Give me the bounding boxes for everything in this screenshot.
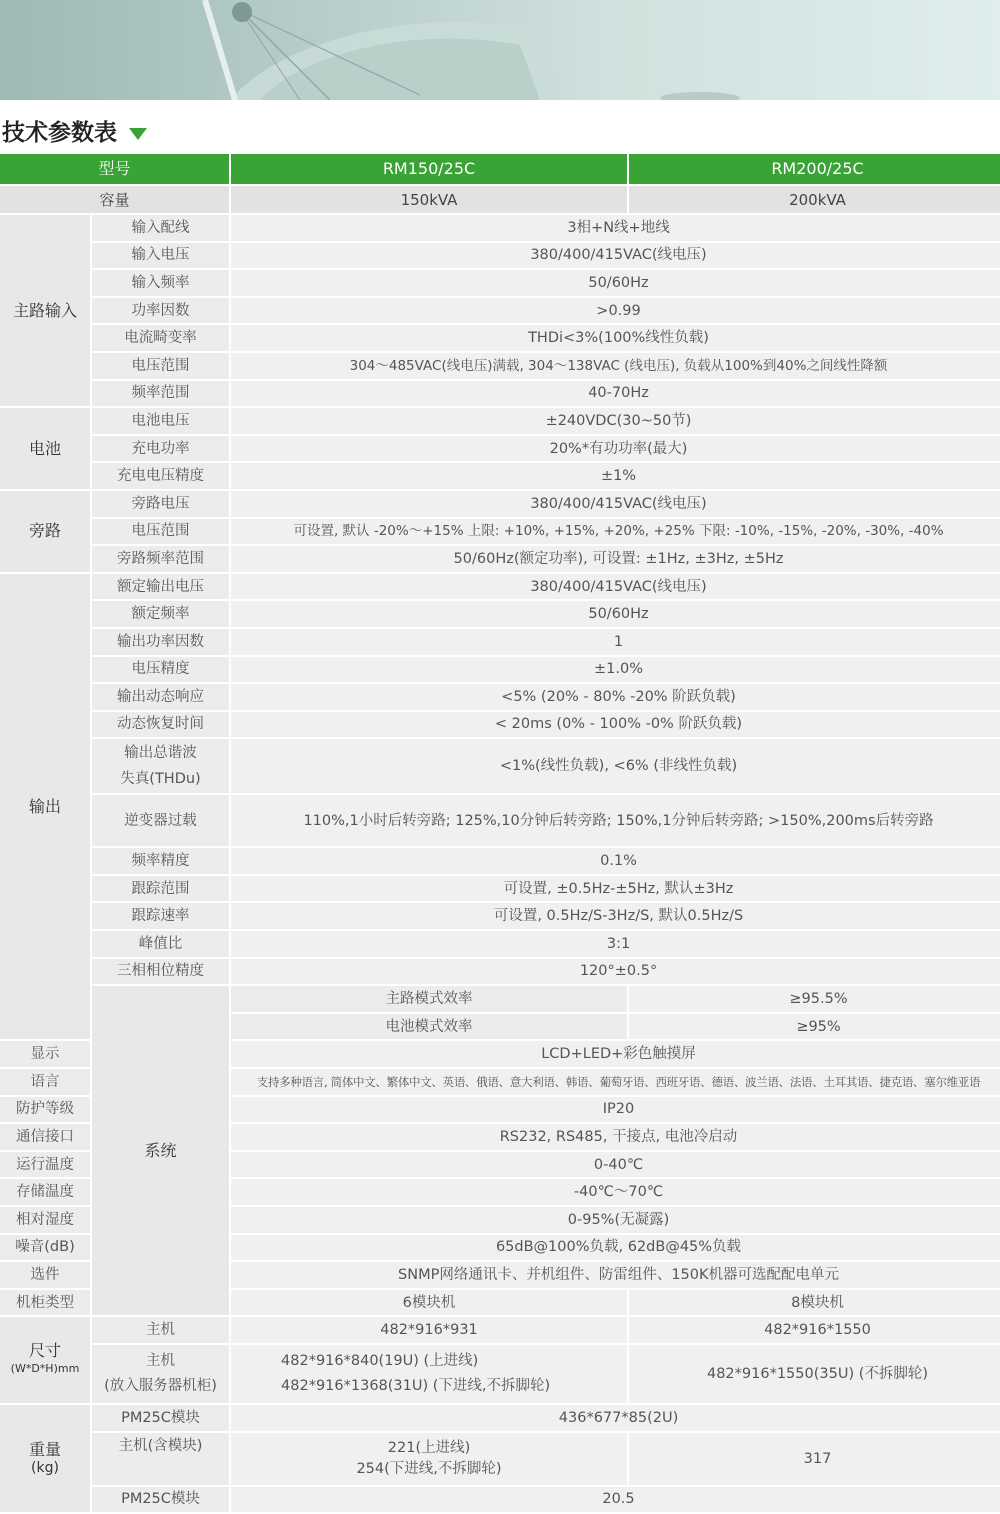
table-row bbox=[0, 519, 1000, 545]
capacity-model-2: 200kVA bbox=[629, 186, 1000, 213]
row-label: 选件 bbox=[0, 1262, 90, 1288]
row-value: 可设置, ±0.5Hz-±5Hz, 默认±3Hz bbox=[231, 876, 1000, 902]
row-label: 旁路电压 bbox=[92, 491, 229, 517]
row-value: 50/60Hz(额定功率), 可设置: ±1Hz, ±3Hz, ±5Hz bbox=[231, 546, 1000, 572]
table-row bbox=[0, 876, 1000, 902]
table-row bbox=[0, 243, 1000, 269]
rack-m1-line-1: 482*916*840(19U) (上进线) bbox=[281, 1352, 479, 1369]
size-unit: (W*D*H)mm bbox=[10, 1362, 80, 1376]
row-value: 可设置, 0.5Hz/S-3Hz/S, 默认0.5Hz/S bbox=[231, 903, 1000, 929]
row-value-model-2: 8模块机 bbox=[629, 1290, 1000, 1316]
triangle-down-icon bbox=[129, 128, 147, 140]
row-label: 三相相位精度 bbox=[92, 959, 229, 985]
row-value: ≥95% bbox=[629, 1014, 1000, 1040]
row-label: 主路模式效率 bbox=[231, 986, 627, 1012]
row-value: 304～485VAC(线电压)满载, 304～138VAC (线电压), 负载从100%到40%之间线性降额 bbox=[231, 353, 1000, 379]
row-value: <5% (20% - 80% -20% 阶跃负载) bbox=[231, 684, 1000, 710]
table-row bbox=[0, 712, 1000, 738]
row-label: 动态恢复时间 bbox=[92, 712, 229, 738]
rack-m1-line-2: 482*916*1368(31U) (下进线,不拆脚轮) bbox=[281, 1377, 551, 1394]
table-row bbox=[0, 903, 1000, 929]
row-label: 防护等级 bbox=[0, 1097, 90, 1123]
row-label: 充电电压精度 bbox=[92, 463, 229, 489]
row-value-model-2: 482*916*1550(35U) (不拆脚轮) bbox=[629, 1345, 1000, 1403]
category-battery: 电池 bbox=[0, 408, 90, 489]
row-value: 3:1 bbox=[231, 931, 1000, 957]
row-label: 显示 bbox=[0, 1041, 90, 1067]
row-label: 语言 bbox=[0, 1069, 90, 1095]
row-value: RS232, RS485, 干接点, 电池冷启动 bbox=[231, 1124, 1000, 1150]
weight-unit: (kg) bbox=[31, 1459, 59, 1476]
table-row bbox=[0, 546, 1000, 572]
row-value: 380/400/415VAC(线电压) bbox=[231, 491, 1000, 517]
row-label: 额定输出电压 bbox=[92, 574, 229, 600]
table-row bbox=[0, 1345, 1000, 1403]
row-label: 相对湿度 bbox=[0, 1207, 90, 1233]
row-label: 跟踪范围 bbox=[92, 876, 229, 902]
row-label: 输出功率因数 bbox=[92, 629, 229, 655]
row-label: 运行温度 bbox=[0, 1152, 90, 1178]
row-label: 电流畸变率 bbox=[92, 325, 229, 351]
row-label: 频率范围 bbox=[92, 381, 229, 407]
row-label-rack bbox=[92, 1345, 229, 1403]
row-value: SNMP网络通讯卡、并机组件、防雷组件、150K机器可选配配电单元 bbox=[231, 1262, 1000, 1288]
table-row bbox=[0, 657, 1000, 683]
table-row bbox=[0, 1405, 1000, 1431]
row-value-model-1 bbox=[231, 1345, 627, 1403]
table-row bbox=[0, 795, 1000, 846]
table-row bbox=[0, 848, 1000, 874]
row-label: 逆变器过载 bbox=[92, 795, 229, 846]
row-label: 输入电压 bbox=[92, 243, 229, 269]
row-label: 跟踪速率 bbox=[92, 903, 229, 929]
row-label: 充电功率 bbox=[92, 436, 229, 462]
row-value-model-2: 317 bbox=[629, 1433, 1000, 1485]
row-value: THDi<3%(100%线性负载) bbox=[231, 325, 1000, 351]
row-value: 110%,1小时后转旁路; 125%,10分钟后转旁路; 150%,1分钟后转旁路; >150%,200ms后转旁路 bbox=[231, 795, 1000, 846]
row-value: 40-70Hz bbox=[231, 381, 1000, 407]
row-label: 电压范围 bbox=[92, 353, 229, 379]
row-value: 3相+N线+地线 bbox=[231, 215, 1000, 241]
header-model-label: 型号 bbox=[0, 154, 229, 184]
row-value: 436*677*85(2U) bbox=[231, 1405, 1000, 1431]
row-label: 主机(含模块) bbox=[92, 1433, 229, 1485]
weight-m1-line-2: 254(下进线,不拆脚轮) bbox=[356, 1460, 502, 1477]
row-value-model-1 bbox=[231, 1433, 627, 1485]
category-main-input: 主路输入 bbox=[0, 215, 90, 406]
table-row bbox=[0, 739, 1000, 793]
table-row bbox=[0, 491, 1000, 517]
capacity-model-1: 150kVA bbox=[231, 186, 627, 213]
row-label: 存储温度 bbox=[0, 1179, 90, 1205]
rack-label-line-1: 主机 bbox=[146, 1352, 175, 1369]
table-row bbox=[0, 629, 1000, 655]
spec-table bbox=[0, 152, 1000, 1514]
row-label: 机柜类型 bbox=[0, 1290, 90, 1316]
table-row bbox=[0, 381, 1000, 407]
table-row bbox=[0, 186, 1000, 213]
table-row bbox=[0, 463, 1000, 489]
row-value-model-2: 482*916*1550 bbox=[629, 1317, 1000, 1343]
row-label: 电压范围 bbox=[92, 519, 229, 545]
row-value: >0.99 bbox=[231, 298, 1000, 324]
category-weight bbox=[0, 1405, 90, 1512]
row-value: 380/400/415VAC(线电压) bbox=[231, 574, 1000, 600]
row-value: 0-40℃ bbox=[231, 1152, 1000, 1178]
table-row bbox=[0, 325, 1000, 351]
table-row bbox=[0, 574, 1000, 600]
row-label: 电池电压 bbox=[92, 408, 229, 434]
row-label: 频率精度 bbox=[92, 848, 229, 874]
row-value: ±240VDC(30~50节) bbox=[231, 408, 1000, 434]
row-value: 支持多种语言, 简体中文、繁体中文、英语、俄语、意大利语、韩语、葡萄牙语、西班牙语、德语、波兰语、法语、土耳其语、捷克语、塞尔维亚语 bbox=[231, 1069, 1000, 1095]
table-row bbox=[0, 408, 1000, 434]
row-value: 0.1% bbox=[231, 848, 1000, 874]
table-row bbox=[0, 684, 1000, 710]
table-row bbox=[0, 931, 1000, 957]
row-value-model-1: 482*916*931 bbox=[231, 1317, 627, 1343]
rack-label-line-2: (放入服务器机柜) bbox=[104, 1377, 217, 1394]
table-row bbox=[0, 1433, 1000, 1485]
row-value: ≥95.5% bbox=[629, 986, 1000, 1012]
weight-m1-line-1: 221(上进线) bbox=[387, 1439, 471, 1456]
header-model-1: RM150/25C bbox=[231, 154, 627, 184]
row-label: 通信接口 bbox=[0, 1124, 90, 1150]
table-row bbox=[0, 215, 1000, 241]
table-row bbox=[0, 1317, 1000, 1343]
row-label: 电池模式效率 bbox=[231, 1014, 627, 1040]
table-row bbox=[0, 959, 1000, 985]
table-row bbox=[0, 436, 1000, 462]
row-label: 主机 bbox=[92, 1317, 229, 1343]
row-label: 噪音(dB) bbox=[0, 1235, 90, 1261]
row-label: 功率因数 bbox=[92, 298, 229, 324]
row-value: IP20 bbox=[231, 1097, 1000, 1123]
weight-label: 重量 bbox=[28, 1439, 61, 1459]
table-row bbox=[0, 1487, 1000, 1513]
table-row bbox=[0, 298, 1000, 324]
row-value: 20%*有功功率(最大) bbox=[231, 436, 1000, 462]
table-header-row bbox=[0, 154, 1000, 184]
category-bypass: 旁路 bbox=[0, 491, 90, 572]
row-value: -40℃～70℃ bbox=[231, 1179, 1000, 1205]
row-value: 50/60Hz bbox=[231, 601, 1000, 627]
category-system: 系统 bbox=[92, 986, 229, 1315]
row-value: 1 bbox=[231, 629, 1000, 655]
row-value: 120°±0.5° bbox=[231, 959, 1000, 985]
row-value: 可设置, 默认 -20%～+15% 上限: +10%, +15%, +20%, +25% 下限: -10%, -15%, -20%, -30%, -40% bbox=[231, 519, 1000, 545]
row-label: 额定频率 bbox=[92, 601, 229, 627]
row-value: LCD+LED+彩色触摸屏 bbox=[231, 1041, 1000, 1067]
row-label: PM25C模块 bbox=[92, 1405, 229, 1431]
capacity-label: 容量 bbox=[0, 186, 229, 213]
row-label: 输出动态响应 bbox=[92, 684, 229, 710]
header-banner-image bbox=[0, 0, 1000, 100]
row-value: 65dB@100%负载, 62dB@45%负载 bbox=[231, 1235, 1000, 1261]
table-row bbox=[0, 353, 1000, 379]
category-output: 输出 bbox=[0, 574, 90, 1040]
table-row bbox=[0, 601, 1000, 627]
row-value: < 20ms (0% - 100% -0% 阶跃负载) bbox=[231, 712, 1000, 738]
row-label: 旁路频率范围 bbox=[92, 546, 229, 572]
row-value: ±1% bbox=[231, 463, 1000, 489]
row-label-thd bbox=[92, 739, 229, 793]
table-row bbox=[0, 986, 1000, 1012]
row-value: 0-95%(无凝露) bbox=[231, 1207, 1000, 1233]
row-label: 峰值比 bbox=[92, 931, 229, 957]
row-value: 20.5 bbox=[231, 1487, 1000, 1513]
row-label: PM25C模块 bbox=[92, 1487, 229, 1513]
row-value: <1%(线性负载), <6% (非线性负载) bbox=[231, 739, 1000, 793]
row-value-model-1: 6模块机 bbox=[231, 1290, 627, 1316]
page-title-text: 技术参数表 bbox=[2, 120, 117, 146]
size-label: 尺寸 bbox=[28, 1341, 61, 1361]
header-model-2: RM200/25C bbox=[629, 154, 1000, 184]
thd-label-line-1: 输出总谐波 bbox=[124, 745, 197, 762]
page-title bbox=[2, 114, 147, 147]
table-row bbox=[0, 270, 1000, 296]
row-value: 380/400/415VAC(线电压) bbox=[231, 243, 1000, 269]
row-label: 电压精度 bbox=[92, 657, 229, 683]
category-size bbox=[0, 1317, 90, 1403]
row-value: ±1.0% bbox=[231, 657, 1000, 683]
row-label: 输入频率 bbox=[92, 270, 229, 296]
row-value: 50/60Hz bbox=[231, 270, 1000, 296]
row-label: 输入配线 bbox=[92, 215, 229, 241]
thd-label-line-2: 失真(THDu) bbox=[120, 771, 201, 788]
